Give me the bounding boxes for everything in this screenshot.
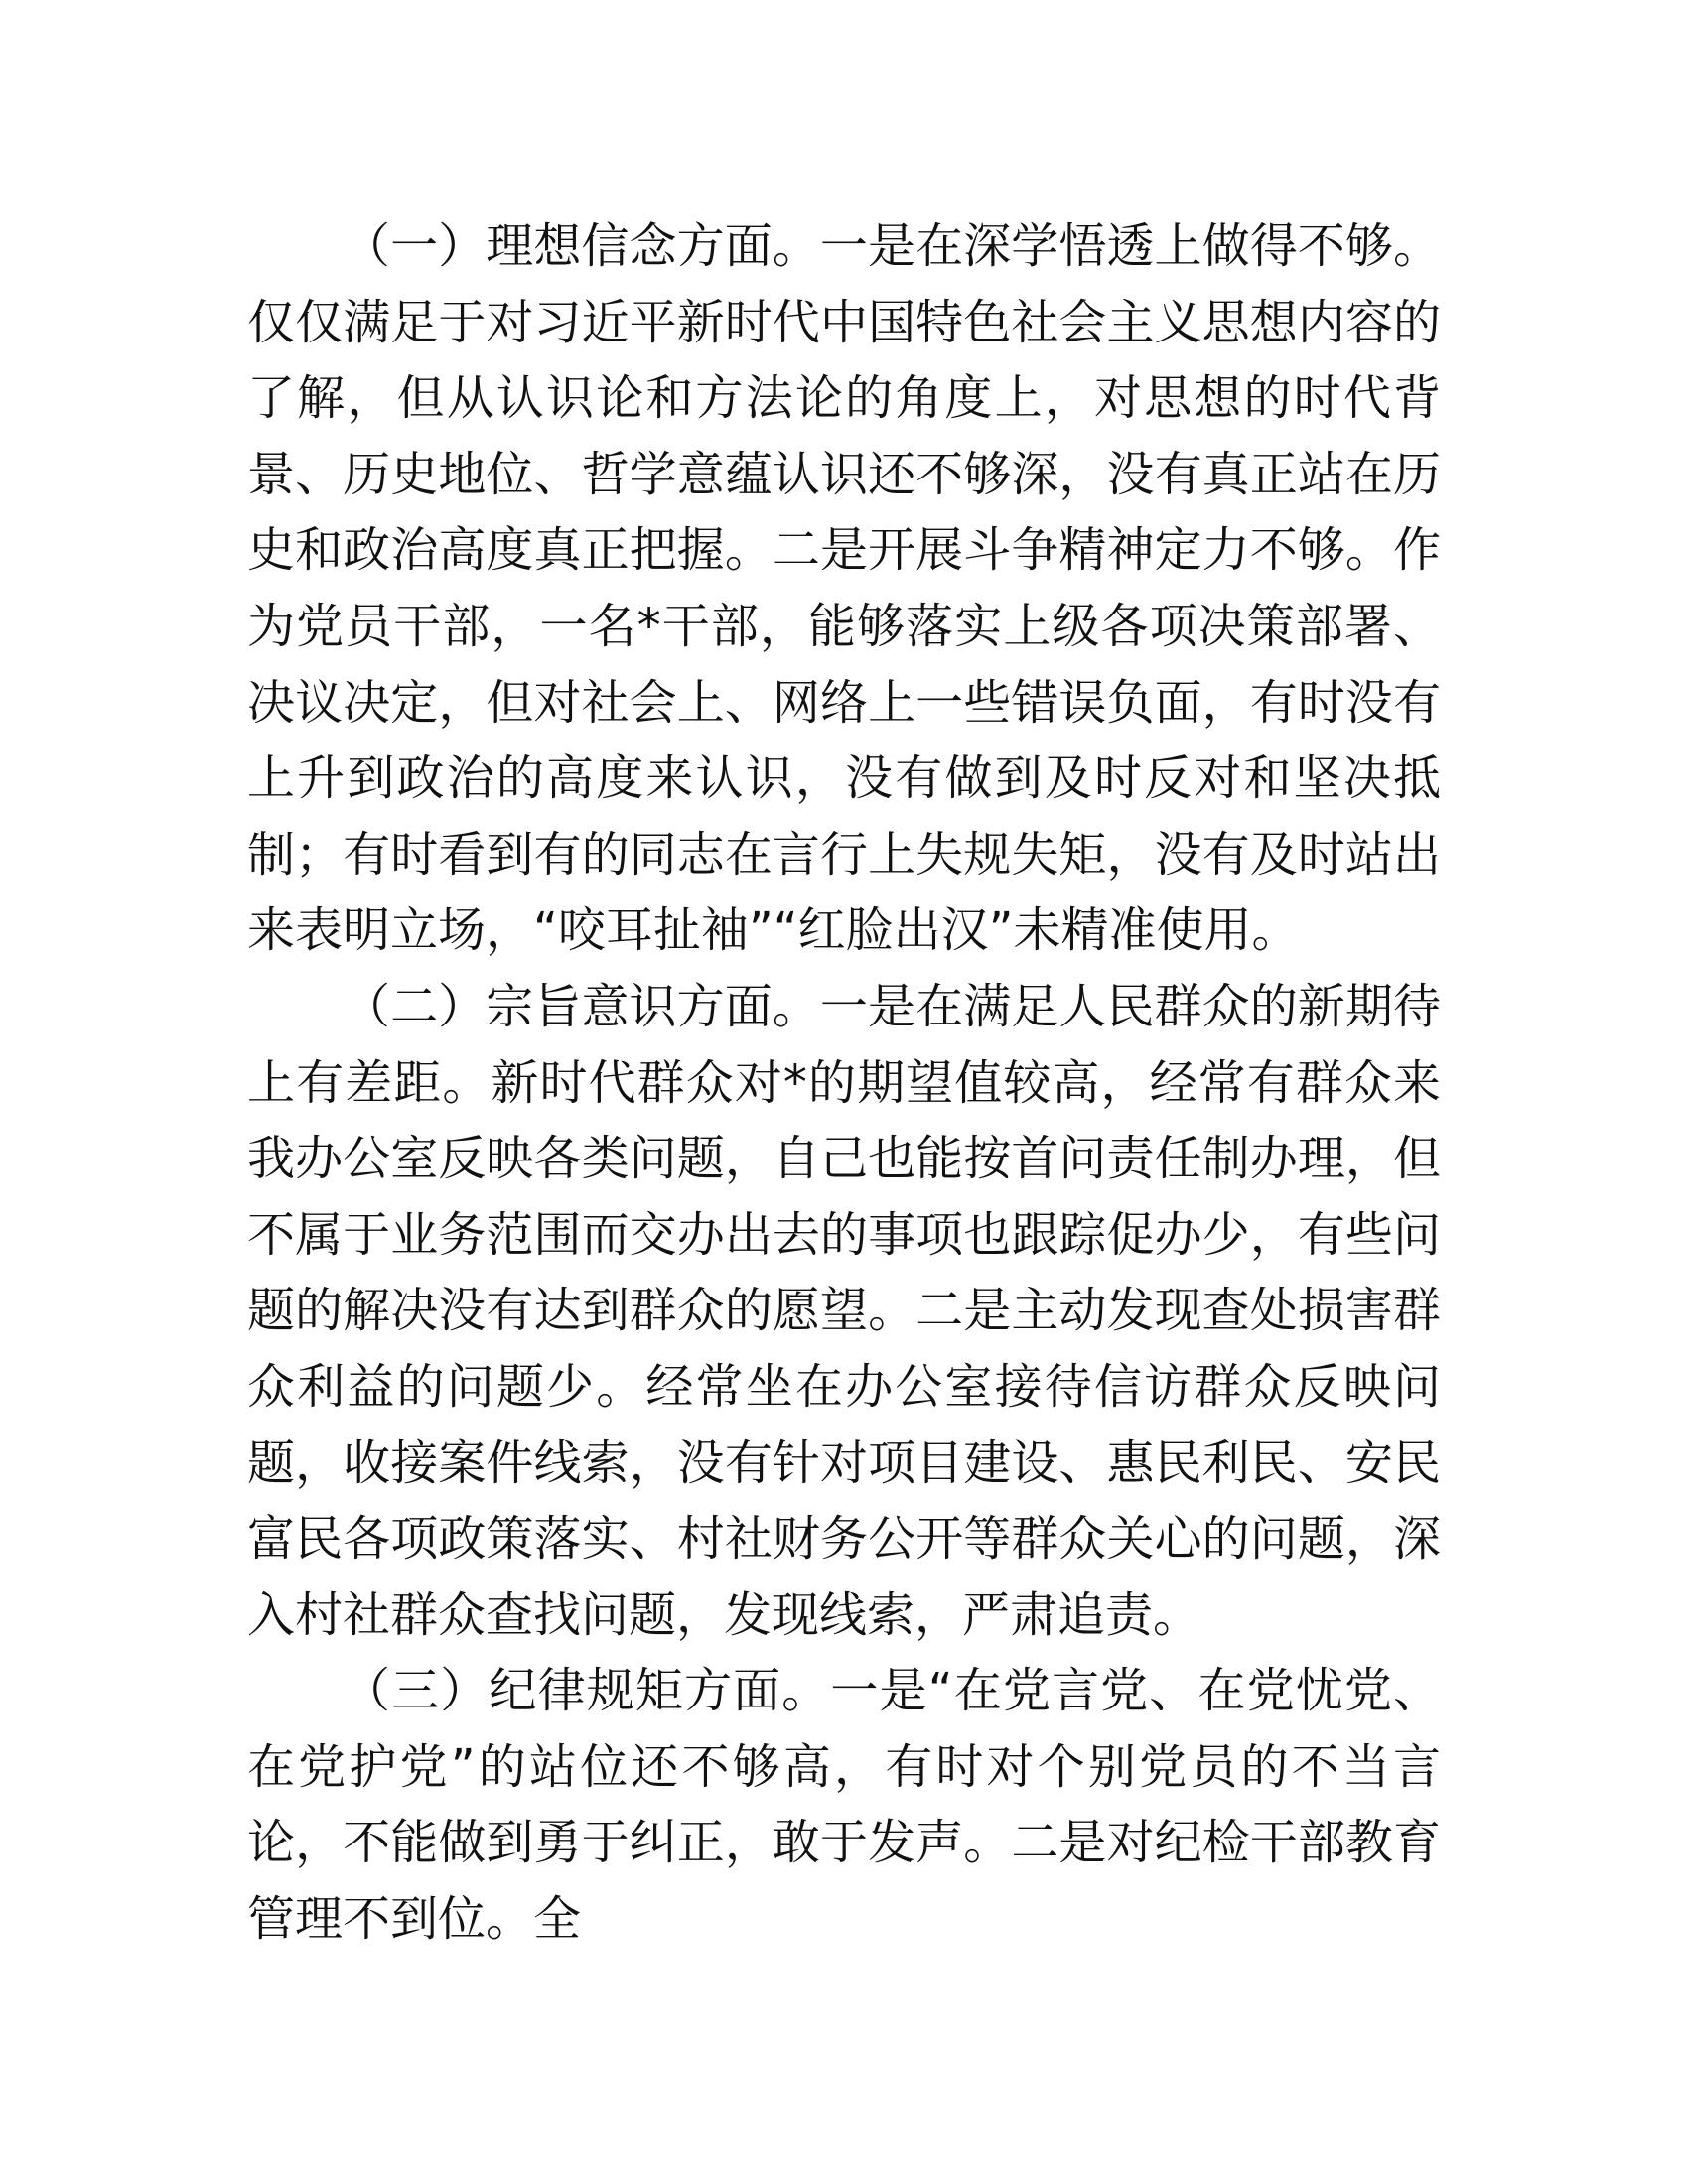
document-body bbox=[247, 208, 1441, 1958]
paragraph-ideals-beliefs: （一）理想信念方面。一是在深学悟透上做得不够。仅仅满足于对习近平新时代中国特色社会主义思想内容的了解，但从认识论和方法论的角度上，对思想的时代背景、历史地位、哲学意蕴认识还不够深，没有真正站在历史和政治高度真正把握。二是开展斗争精神定力不够。作为党员干部，一名*干部，能够落实上级各项决策部署、决议决定，但对社会上、网络上一些错误负面，有时没有上升到政治的高度来认识，没有做到及时反对和坚决抵制；有时看到有的同志在言行上失规失矩，没有及时站出来表明立场，“咬耳扯袖”“红脸出汉”未精准使用。 bbox=[247, 218, 1441, 959]
paragraph-purpose-awareness: （二）宗旨意识方面。一是在满足人民群众的新期待上有差距。新时代群众对*的期望值较高，经常有群众来我办公室反映各类问题，自己也能按首问责任制办理，但不属于业务范围而交办出去的事项也跟踪促办少，有些问题的解决没有达到群众的愿望。二是主动发现查处损害群众利益的问题少。经常坐在办公室接待信访群众反映问题，收接案件线索，没有针对项目建设、惠民利民、安民富民各项政策落实、村社财务公开等群众关心的问题，深入村社群众查找问题，发现线索，严肃追责。 bbox=[247, 978, 1441, 1643]
paragraph-discipline-rules: （三）纪律规矩方面。一是“在党言党、在党忧党、在党护党”的站位还不够高，有时对个别党员的不当言论，不能做到勇于纠正，敢于发声。二是对纪检干部教育管理不到位。全 bbox=[247, 1663, 1441, 1948]
